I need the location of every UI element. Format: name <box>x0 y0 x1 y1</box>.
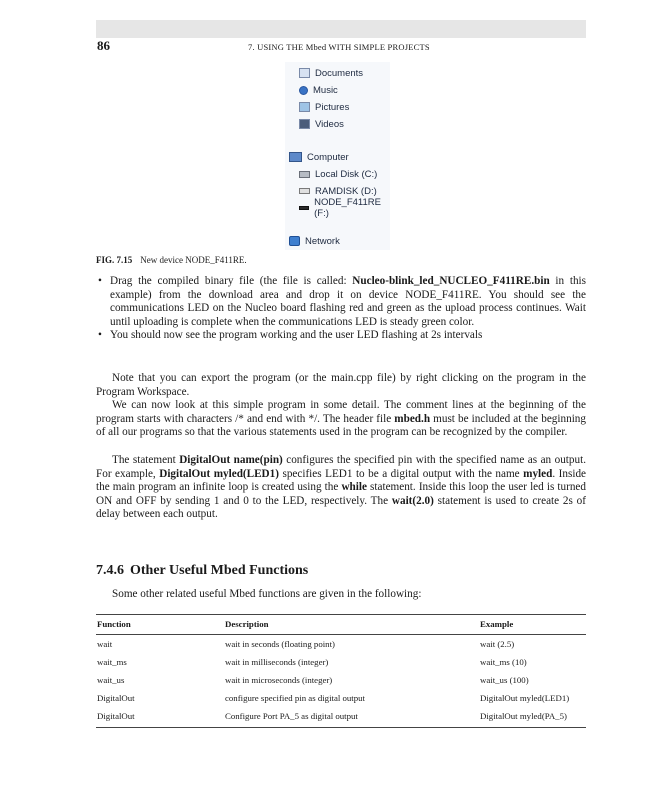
videos-icon <box>299 119 310 129</box>
table-cell-description: wait in milliseconds (integer) <box>225 657 329 667</box>
explorer-item-local-disk[interactable] <box>299 167 377 181</box>
explorer-item-label: Music <box>313 84 338 96</box>
table-cell-description: Configure Port PA_5 as digital output <box>225 711 358 721</box>
explorer-item-label: Network <box>305 235 340 247</box>
disk-icon <box>299 171 310 178</box>
bullet-text: You should now see the program working and the user LED flashing at 2s intervals <box>110 329 483 342</box>
explorer-item-label: Local Disk (C:) <box>315 168 378 180</box>
table-row <box>96 688 586 706</box>
table-cell-example: wait_us (100) <box>480 675 529 685</box>
computer-icon <box>289 152 302 162</box>
network-icon <box>289 236 300 246</box>
paragraph-text: statement. Inside this loop the user led is turned ON and OFF by sending 1 and 0 to the LED, respectively. The <box>96 481 586 507</box>
bullet-list <box>96 275 586 343</box>
explorer-item-label: Pictures <box>315 101 350 113</box>
explorer-item-network[interactable] <box>289 234 340 248</box>
section-number: 7.4.6 <box>96 563 124 578</box>
table-header-rule <box>96 634 586 635</box>
table-cell-example: DigitalOut myled(LED1) <box>480 693 570 703</box>
table-cell-function: wait_ms <box>97 657 127 667</box>
paragraph-bold: myled <box>523 467 553 480</box>
explorer-item-music[interactable] <box>299 83 338 97</box>
explorer-item-label: Videos <box>315 118 344 130</box>
paragraph-text: The statement <box>112 454 180 466</box>
explorer-item-pictures[interactable] <box>299 100 349 114</box>
bullet-dot: • <box>98 329 102 342</box>
explorer-item-videos[interactable] <box>299 117 344 131</box>
table-row <box>96 652 586 670</box>
table-cell-description: wait in microseconds (integer) <box>225 675 333 685</box>
table-cell-example: DigitalOut myled(PA_5) <box>480 711 567 721</box>
paragraph-program-detail <box>96 399 586 440</box>
ramdisk-icon <box>299 188 310 194</box>
section-intro-text: Some other related useful Mbed functions are given in the following: <box>112 588 422 600</box>
paragraph-text: specifies LED1 to be a digital output with the name <box>278 467 524 480</box>
music-icon <box>299 86 308 95</box>
section-heading <box>96 563 314 579</box>
section-title: Other Useful Mbed Functions <box>130 563 309 578</box>
explorer-item-label: Computer <box>307 151 349 163</box>
usb-drive-icon <box>299 206 309 210</box>
paragraph-export <box>96 372 586 399</box>
table-cell-example: wait (2.5) <box>480 639 515 649</box>
explorer-item-computer[interactable] <box>289 150 349 164</box>
explorer-item-label: RAMDISK (D:) <box>315 185 377 197</box>
functions-table <box>96 614 586 724</box>
figure-label: FIG. 7.15 <box>96 255 133 265</box>
paragraph-text: Note that you can export the program (or the main.cpp file) by right clicking on the program in the Program Workspace. <box>96 372 586 398</box>
table-bottom-rule <box>96 727 586 728</box>
table-header-row <box>96 614 586 634</box>
paragraph-bold: wait(2.0) <box>391 494 434 507</box>
bullet-dot: • <box>98 275 102 287</box>
table-cell-function: DigitalOut <box>97 693 135 703</box>
section-intro <box>96 588 586 602</box>
paragraph-text: configures the specified pin with the specified name as an output. For example, <box>96 454 586 480</box>
paragraph-text: statement is used to create 2s of delay between each output. <box>96 494 586 521</box>
running-head: 7. USING THE Mbed WITH SIMPLE PROJECTS <box>248 42 430 52</box>
bullet-item <box>96 329 586 343</box>
explorer-item-documents[interactable] <box>299 66 363 80</box>
bullet-item <box>96 275 586 329</box>
page-number: 86 <box>97 38 110 53</box>
table-cell-function: wait_us <box>97 675 125 685</box>
table-row <box>96 706 586 724</box>
explorer-item-node-f411re[interactable] <box>299 197 390 219</box>
figure-caption-text: New device NODE_F411RE. <box>140 255 247 265</box>
paragraph-bold: while <box>341 481 367 494</box>
documents-icon <box>299 68 310 78</box>
table-cell-example: wait_ms (10) <box>480 657 527 667</box>
explorer-item-ramdisk[interactable] <box>299 184 377 198</box>
paragraph-text: We can now look at this simple program in some detail. The comment lines at the beginning of the program starts with characters /* and end with */. The header file <box>96 399 586 425</box>
explorer-item-label: NODE_F411RE (F:) <box>314 197 381 219</box>
explorer-screenshot <box>285 62 390 250</box>
bullet-filename: Nucleo-blink_led_NUCLEO_F411RE.bin <box>352 275 550 287</box>
bullet-text: Drag the compiled binary file (the file is called: <box>110 275 353 287</box>
table-header-function: Function <box>97 619 131 629</box>
table-row <box>96 634 586 652</box>
explorer-item-label: Documents <box>315 67 364 79</box>
header-bar <box>96 20 586 38</box>
pictures-icon <box>299 102 310 112</box>
figure-caption <box>96 255 247 265</box>
table-header-example: Example <box>480 619 514 629</box>
paragraph-text: . Inside the main program an infinite loop is created using the <box>96 467 586 494</box>
bullet-text: in this example) from the download area and drop it on device NODE_F411RE. You should see the communications LED on the Nucleo board flashing red and green as the upload process continues. Wait until uploading is complete when the communications LED is steady green color. <box>110 275 586 328</box>
paragraph-text: must be included at the beginning of all our programs so that the various statements used in the program can be recognized by the compiler. <box>96 412 586 439</box>
table-cell-description: wait in seconds (floating point) <box>225 639 335 649</box>
paragraph-digitalout <box>96 454 586 522</box>
paragraph-bold: DigitalOut myled(LED1) <box>159 467 279 480</box>
table-header-description: Description <box>225 619 269 629</box>
table-row <box>96 670 586 688</box>
table-cell-description: configure specified pin as digital output <box>225 693 365 703</box>
paragraph-bold: mbed.h <box>394 412 431 425</box>
table-cell-function: DigitalOut <box>97 711 135 721</box>
paragraph-bold: DigitalOut name(pin) <box>179 454 283 466</box>
table-cell-function: wait <box>97 639 113 649</box>
